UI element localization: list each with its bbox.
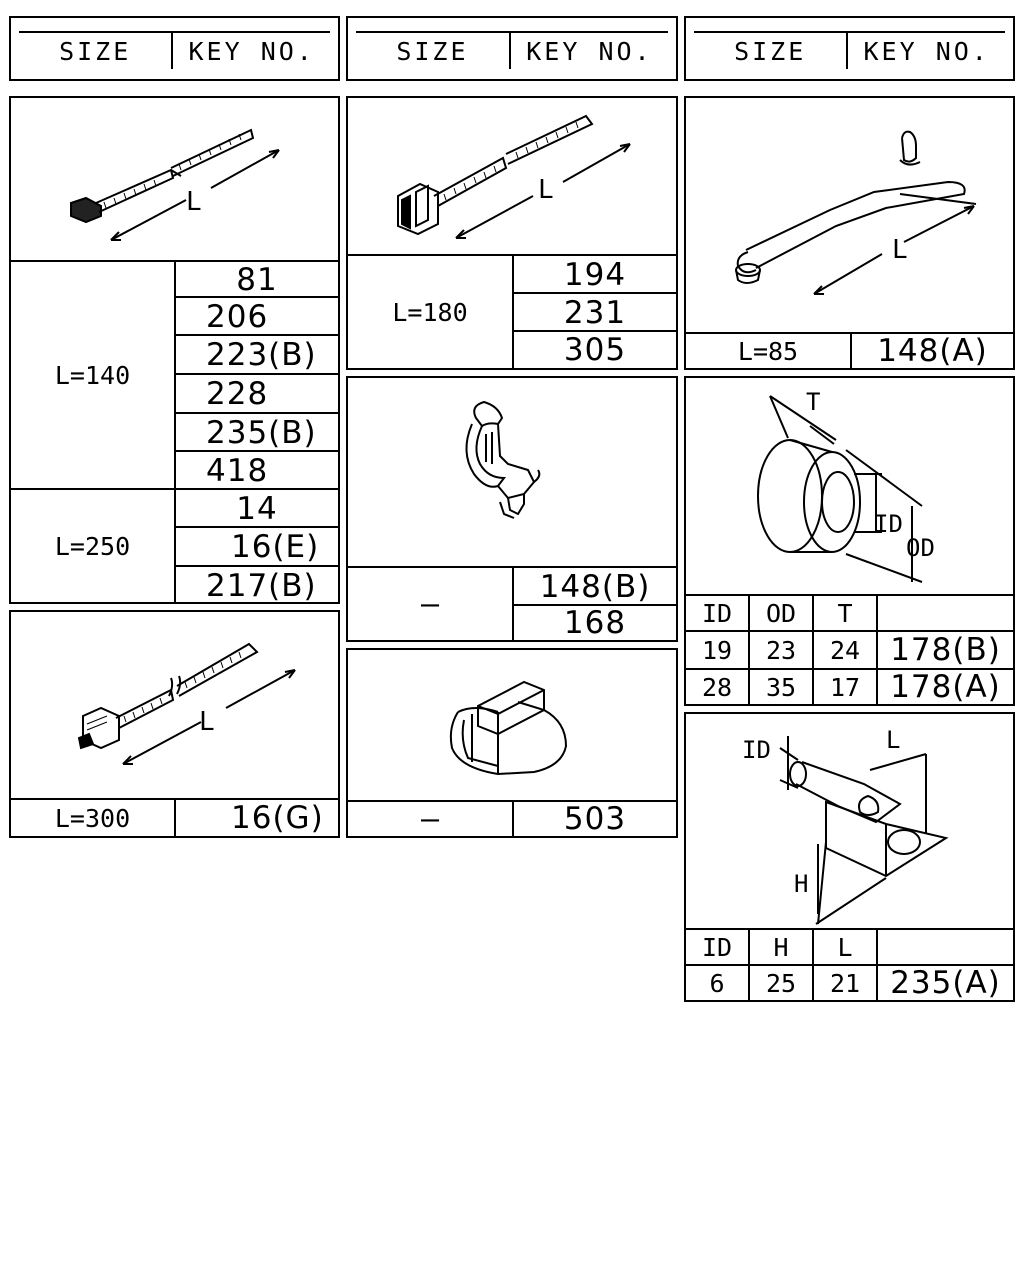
key-no: 235(A) (890, 965, 1001, 1001)
key-no-header: KEY NO. (863, 36, 990, 66)
size-none: — (420, 586, 440, 622)
key-no: 148(A) (877, 333, 988, 369)
grommet-illustration (686, 378, 1013, 594)
dimension-label-l: L (886, 726, 901, 754)
key-no: 16(E) (231, 529, 320, 565)
part-box-clamp-clip (346, 376, 678, 642)
column-header-id: ID (701, 598, 733, 628)
holder-illustration (686, 714, 1013, 928)
key-no: 228 (206, 376, 269, 412)
key-no: 206 (206, 299, 269, 335)
cable-tie-illustration (11, 98, 338, 260)
key-no: 305 (563, 332, 627, 368)
cell-t: 17 (829, 672, 861, 702)
key-no: 235(B) (206, 415, 317, 451)
clamp-clip-illustration (348, 378, 676, 566)
key-no: 223(B) (206, 337, 317, 373)
size-header: SIZE (19, 33, 173, 69)
size-l250: L=250 (54, 531, 131, 561)
header-row (356, 31, 668, 69)
column-header-t: T (837, 598, 853, 628)
key-no-header: KEY NO. (526, 36, 653, 66)
dimension-label-l: L (199, 707, 215, 737)
key-no: 178(A) (890, 669, 1001, 705)
dimension-label-id: ID (742, 736, 771, 764)
column-header-l: L (837, 932, 853, 962)
size-header: SIZE (356, 33, 511, 69)
cell-id: 28 (701, 672, 733, 702)
part-box-cable-tie-300 (9, 610, 340, 838)
key-no: 14 (236, 490, 278, 527)
dimension-label-od: OD (906, 534, 935, 562)
part-box-holder (684, 712, 1015, 1002)
cell-id: 6 (709, 968, 725, 998)
dimension-label-l: L (538, 175, 554, 205)
header-row (694, 31, 1005, 69)
cell-h: 25 (765, 968, 797, 998)
cell-id: 19 (701, 635, 733, 665)
part-box-cable-tie-140-250 (9, 96, 340, 604)
size-header: SIZE (694, 33, 848, 69)
dimension-label-h: H (794, 870, 809, 898)
column-header-od: OD (765, 598, 797, 628)
column-header-h: H (773, 932, 789, 962)
cable-tie-180-illustration (348, 98, 676, 254)
cell-od: 35 (765, 672, 797, 702)
key-no: 418 (206, 452, 269, 489)
size-l300: L=300 (54, 803, 131, 833)
dimension-label-l: L (892, 235, 908, 265)
key-no: 16(G) (231, 800, 324, 836)
key-no: 194 (563, 256, 627, 293)
key-no: 231 (563, 295, 627, 331)
clip-503-illustration (348, 650, 676, 800)
part-box-grommet (684, 376, 1015, 706)
dimension-label-l: L (186, 187, 202, 217)
column-header-id: ID (701, 932, 733, 962)
key-no: 178(B) (890, 632, 1001, 668)
cell-l: 21 (829, 968, 861, 998)
part-box-strap-85 (684, 96, 1015, 370)
key-no: 217(B) (206, 567, 317, 604)
key-no: 168 (563, 605, 627, 641)
key-no-header: KEY NO. (188, 36, 315, 66)
dimension-label-t: T (806, 388, 821, 416)
size-l180: L=180 (392, 297, 468, 327)
cable-tie-300-illustration (11, 612, 338, 798)
cell-od: 23 (765, 635, 797, 665)
part-box-clip-503 (346, 648, 678, 838)
header-box-2 (346, 16, 678, 81)
strap-illustration (686, 98, 1013, 332)
size-none: — (420, 801, 440, 837)
key-no: 148(B) (539, 568, 651, 605)
dimension-label-id: ID (874, 510, 903, 538)
part-box-cable-tie-180 (346, 96, 678, 370)
header-box-3 (684, 16, 1015, 81)
size-l85: L=85 (737, 336, 799, 366)
header-box-1 (9, 16, 340, 81)
header-row (19, 31, 330, 69)
key-no: 81 (236, 262, 278, 298)
key-no: 503 (563, 801, 627, 837)
cell-t: 24 (829, 635, 861, 665)
size-l140: L=140 (54, 360, 131, 390)
